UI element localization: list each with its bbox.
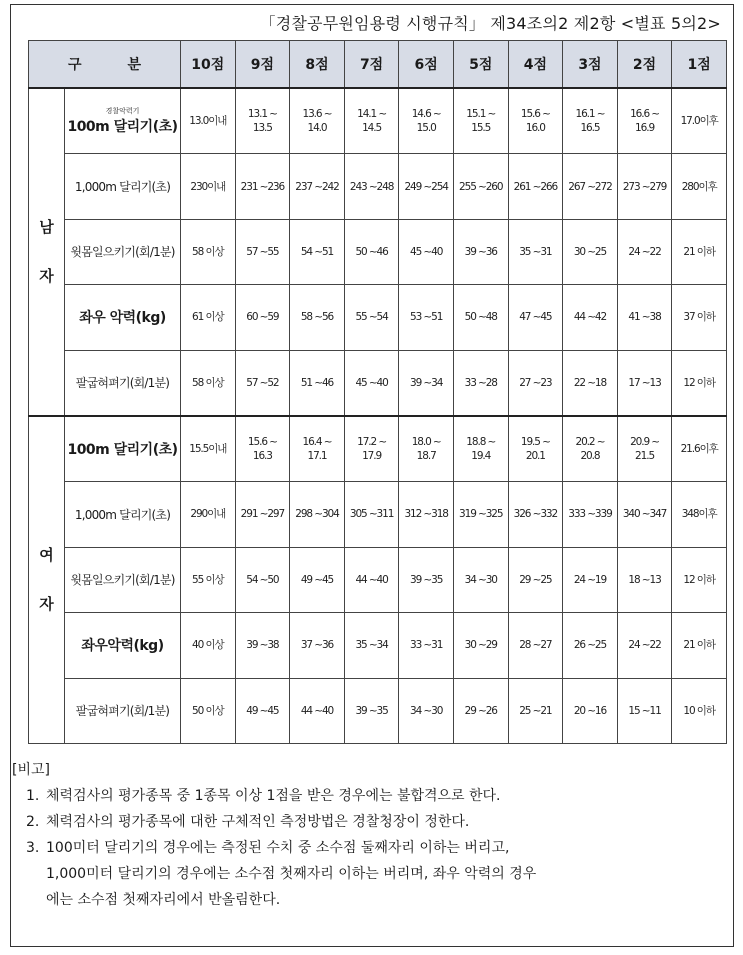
table-row — [29, 416, 727, 482]
score-cell: 34 ~30 — [453, 547, 508, 612]
header-gubun-right: 분 — [127, 57, 142, 73]
score-cell: 21 이하 — [672, 613, 727, 678]
fitness-score-table — [28, 40, 727, 744]
score-cell: 49 ~45 — [290, 547, 345, 612]
score-cell: 19.5 ~ 20.1 — [508, 416, 563, 482]
table-row — [29, 350, 727, 416]
score-cell: 15.5이내 — [181, 416, 236, 482]
test-item-label — [65, 613, 181, 678]
score-cell: 54 ~50 — [235, 547, 290, 612]
score-cell: 60 ~59 — [235, 285, 290, 350]
note-line — [26, 887, 716, 913]
score-cell: 21.6이후 — [672, 416, 727, 482]
score-cell: 273 ~279 — [617, 154, 672, 219]
score-cell: 13.1 ~ 13.5 — [235, 88, 290, 154]
item-name: 윗몸일으키기(회/1분) — [70, 573, 175, 588]
score-cell: 312 ~318 — [399, 482, 454, 547]
score-cell: 37 ~36 — [290, 613, 345, 678]
score-cell: 230이내 — [181, 154, 236, 219]
score-cell: 243 ~248 — [344, 154, 399, 219]
note-number: 2. — [26, 814, 40, 830]
regulation-caption: 「경찰공무원임용령 시행규칙」 제34조의2 제2항 <별표 5의2> — [259, 14, 721, 33]
header-score: 5점 — [453, 41, 508, 89]
score-cell: 33 ~31 — [399, 613, 454, 678]
score-cell: 20 ~16 — [563, 678, 618, 743]
score-cell: 14.1 ~ 14.5 — [344, 88, 399, 154]
score-cell: 61 이상 — [181, 285, 236, 350]
table-row — [29, 219, 727, 284]
score-cell: 47 ~45 — [508, 285, 563, 350]
note-line — [26, 861, 716, 887]
score-cell: 12 이하 — [672, 547, 727, 612]
score-cell: 18.8 ~ 19.4 — [453, 416, 508, 482]
table-row — [29, 88, 727, 154]
score-cell: 13.6 ~ 14.0 — [290, 88, 345, 154]
note-text: 체력검사의 평가종목에 대한 구체적인 측정방법은 경찰청장이 정한다. — [46, 814, 470, 830]
table-body — [29, 88, 727, 743]
table-row — [29, 285, 727, 350]
score-cell: 17 ~13 — [617, 350, 672, 416]
score-cell: 37 이하 — [672, 285, 727, 350]
score-cell: 18 ~13 — [617, 547, 672, 612]
score-cell: 231 ~236 — [235, 154, 290, 219]
score-cell: 33 ~28 — [453, 350, 508, 416]
score-cell: 40 이상 — [181, 613, 236, 678]
notes-section — [12, 757, 716, 913]
score-cell: 16.1 ~ 16.5 — [563, 88, 618, 154]
score-cell: 348이후 — [672, 482, 727, 547]
test-item-label — [65, 285, 181, 350]
test-item-label — [65, 416, 181, 482]
score-cell: 34 ~30 — [399, 678, 454, 743]
item-name: 윗몸일으키기(회/1분) — [70, 245, 175, 260]
item-name: 1,000m 달리기(초) — [74, 180, 171, 195]
score-cell: 305 ~311 — [344, 482, 399, 547]
score-cell: 57 ~55 — [235, 219, 290, 284]
score-cell: 50 ~46 — [344, 219, 399, 284]
table-row — [29, 482, 727, 547]
score-cell: 16.4 ~ 17.1 — [290, 416, 345, 482]
notes-list — [26, 783, 716, 913]
item-name: 팔굽혀펴기(회/1분) — [75, 704, 170, 719]
test-item-label — [65, 350, 181, 416]
item-name: 좌우악력(kg) — [81, 638, 164, 655]
group-label-bottom: 자 — [39, 266, 54, 285]
note-text: 에는 소수점 첫째자리에서 반올림한다. — [46, 892, 281, 908]
score-cell: 22 ~18 — [563, 350, 618, 416]
score-cell: 261 ~266 — [508, 154, 563, 219]
header-score: 1점 — [672, 41, 727, 89]
score-cell: 280이후 — [672, 154, 727, 219]
score-cell: 17.0이후 — [672, 88, 727, 154]
header-gubun-left: 구 — [67, 57, 82, 73]
table-row — [29, 154, 727, 219]
score-cell: 44 ~42 — [563, 285, 618, 350]
score-cell: 290이내 — [181, 482, 236, 547]
group-label — [29, 88, 65, 416]
score-cell: 39 ~36 — [453, 219, 508, 284]
score-cell: 57 ~52 — [235, 350, 290, 416]
notes-title: [비고] — [12, 762, 50, 778]
note-text: 1,000미터 달리기의 경우에는 소수점 첫째자리 이하는 버리며, 좌우 악력의 경우 — [46, 866, 537, 882]
score-cell: 24 ~22 — [617, 613, 672, 678]
item-name: 팔굽혀펴기(회/1분) — [75, 376, 170, 391]
score-cell: 29 ~26 — [453, 678, 508, 743]
score-cell: 13.0이내 — [181, 88, 236, 154]
score-cell: 55 이상 — [181, 547, 236, 612]
score-cell: 18.0 ~ 18.7 — [399, 416, 454, 482]
score-cell: 44 ~40 — [344, 547, 399, 612]
score-cell: 39 ~38 — [235, 613, 290, 678]
score-cell: 326 ~332 — [508, 482, 563, 547]
score-cell: 10 이하 — [672, 678, 727, 743]
score-cell: 333 ~339 — [563, 482, 618, 547]
score-cell: 20.9 ~ 21.5 — [617, 416, 672, 482]
note-text: 체력검사의 평가종목 중 1종목 이상 1점을 받은 경우에는 불합격으로 한다. — [46, 788, 501, 804]
header-score: 4점 — [508, 41, 563, 89]
score-cell: 15 ~11 — [617, 678, 672, 743]
note-text: 100미터 달리기의 경우에는 측정된 수치 중 소수점 둘째자리 이하는 버리고, — [46, 840, 510, 856]
score-cell: 237 ~242 — [290, 154, 345, 219]
group-label — [29, 416, 65, 743]
score-cell: 58 이상 — [181, 350, 236, 416]
test-item-label — [65, 154, 181, 219]
score-cell: 27 ~23 — [508, 350, 563, 416]
score-cell: 45 ~40 — [344, 350, 399, 416]
score-cell: 340 ~347 — [617, 482, 672, 547]
note-number: 3. — [26, 840, 40, 856]
score-cell: 15.6 ~ 16.0 — [508, 88, 563, 154]
score-cell: 54 ~51 — [290, 219, 345, 284]
score-cell: 45 ~40 — [399, 219, 454, 284]
header-score: 3점 — [563, 41, 618, 89]
score-cell: 39 ~35 — [344, 678, 399, 743]
score-cell: 12 이하 — [672, 350, 727, 416]
test-item-label — [65, 547, 181, 612]
score-cell: 25 ~21 — [508, 678, 563, 743]
score-cell: 50 이상 — [181, 678, 236, 743]
score-cell: 14.6 ~ 15.0 — [399, 88, 454, 154]
table-row — [29, 613, 727, 678]
score-cell: 291 ~297 — [235, 482, 290, 547]
header-score: 8점 — [290, 41, 345, 89]
header-score: 2점 — [617, 41, 672, 89]
score-cell: 58 이상 — [181, 219, 236, 284]
header-gubun — [29, 41, 181, 89]
score-cell: 267 ~272 — [563, 154, 618, 219]
score-cell: 30 ~29 — [453, 613, 508, 678]
score-cell: 41 ~38 — [617, 285, 672, 350]
group-label-top: 여 — [39, 546, 54, 565]
table-row — [29, 678, 727, 743]
test-item-label — [65, 219, 181, 284]
score-cell: 28 ~27 — [508, 613, 563, 678]
header-score: 10점 — [181, 41, 236, 89]
header-score: 9점 — [235, 41, 290, 89]
score-cell: 35 ~34 — [344, 613, 399, 678]
score-cell: 16.6 ~ 16.9 — [617, 88, 672, 154]
header-score: 6점 — [399, 41, 454, 89]
item-tag: 경찰악력기 — [105, 106, 140, 115]
test-item-label — [65, 678, 181, 743]
score-cell: 15.1 ~ 15.5 — [453, 88, 508, 154]
note-line — [26, 809, 716, 835]
score-cell: 50 ~48 — [453, 285, 508, 350]
score-cell: 20.2 ~ 20.8 — [563, 416, 618, 482]
item-name: 100m 달리기(초) — [67, 442, 178, 459]
score-cell: 249 ~254 — [399, 154, 454, 219]
note-line — [26, 835, 716, 861]
score-cell: 24 ~19 — [563, 547, 618, 612]
score-cell: 53 ~51 — [399, 285, 454, 350]
item-name: 1,000m 달리기(초) — [74, 508, 171, 523]
score-cell: 298 ~304 — [290, 482, 345, 547]
group-label-top: 남 — [39, 218, 54, 237]
score-cell: 35 ~31 — [508, 219, 563, 284]
score-cell: 39 ~34 — [399, 350, 454, 416]
score-cell: 39 ~35 — [399, 547, 454, 612]
score-cell: 255 ~260 — [453, 154, 508, 219]
note-line — [26, 783, 716, 809]
score-cell: 51 ~46 — [290, 350, 345, 416]
header-score: 7점 — [344, 41, 399, 89]
score-cell: 15.6 ~ 16.3 — [235, 416, 290, 482]
score-cell: 58 ~56 — [290, 285, 345, 350]
item-name: 100m 달리기(초) — [67, 118, 178, 135]
test-item-label — [65, 88, 181, 154]
score-cell: 26 ~25 — [563, 613, 618, 678]
score-cell: 319 ~325 — [453, 482, 508, 547]
score-cell: 17.2 ~ 17.9 — [344, 416, 399, 482]
note-number: 1. — [26, 788, 40, 804]
group-label-bottom: 자 — [39, 594, 54, 613]
score-cell: 55 ~54 — [344, 285, 399, 350]
score-cell: 21 이하 — [672, 219, 727, 284]
score-cell: 29 ~25 — [508, 547, 563, 612]
score-cell: 24 ~22 — [617, 219, 672, 284]
table-row — [29, 547, 727, 612]
score-cell: 44 ~40 — [290, 678, 345, 743]
score-cell: 30 ~25 — [563, 219, 618, 284]
test-item-label — [65, 482, 181, 547]
header-row — [29, 41, 727, 89]
score-cell: 49 ~45 — [235, 678, 290, 743]
item-name: 좌우 악력(kg) — [79, 310, 166, 327]
